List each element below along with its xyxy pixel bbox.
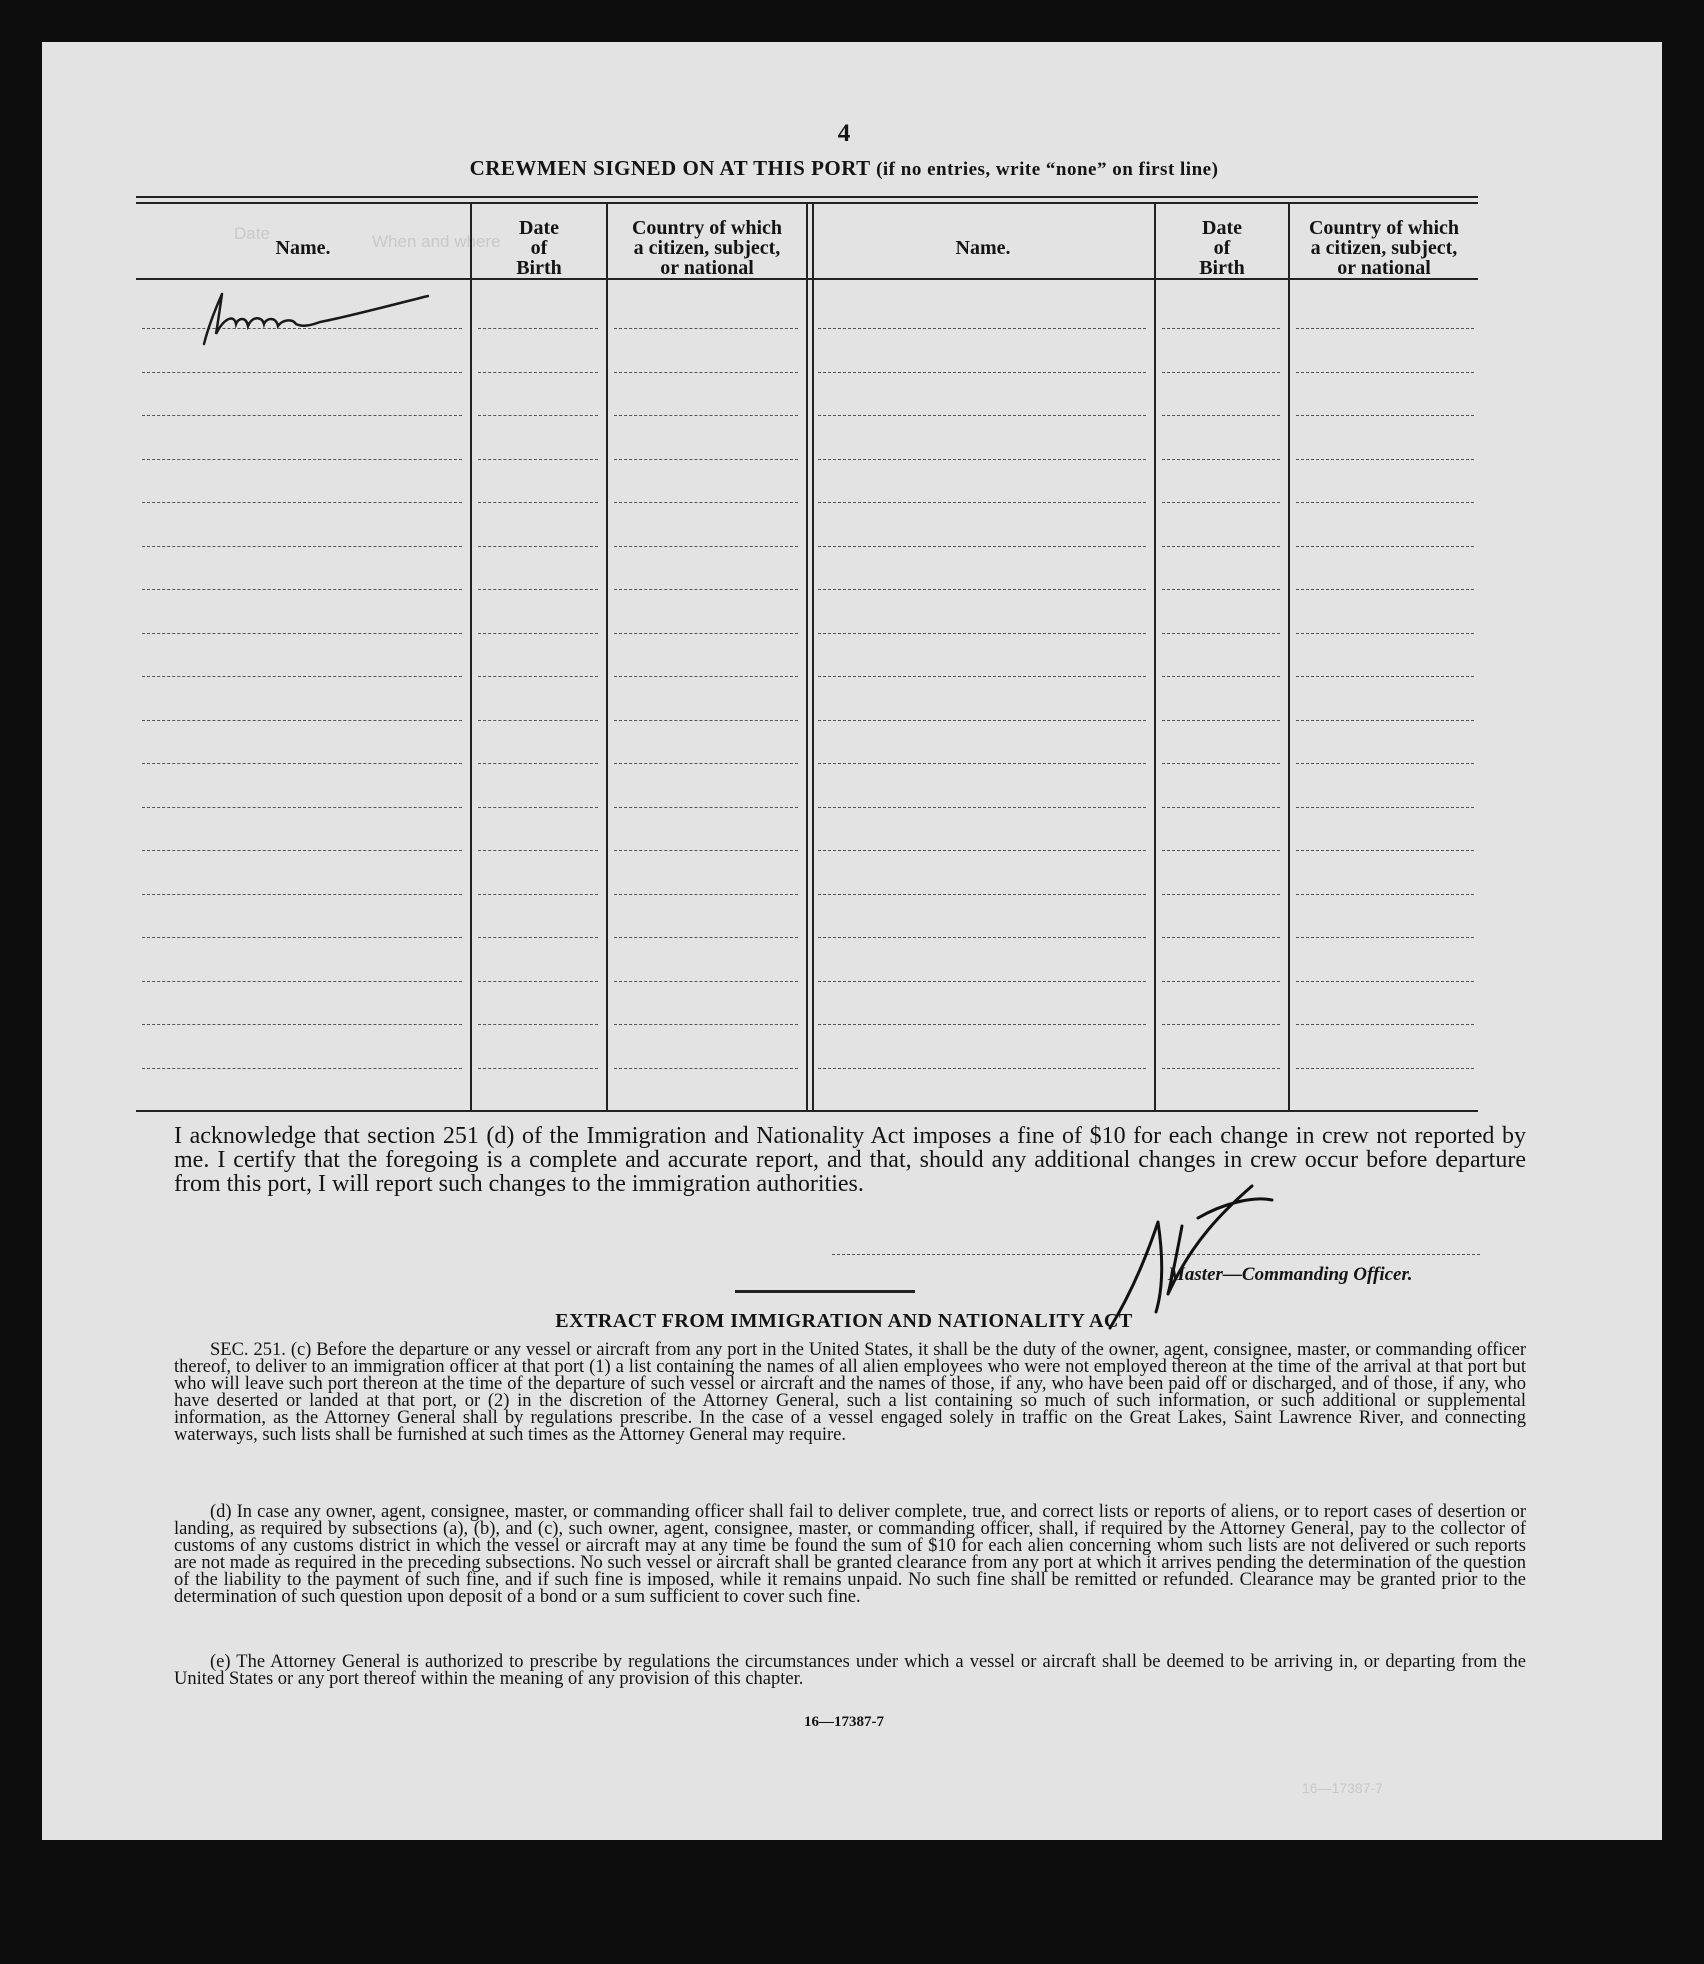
table-row-line <box>1296 720 1474 721</box>
header-dob-left <box>472 212 606 284</box>
header-name-left: Name. <box>275 237 331 259</box>
table-row-line <box>818 981 1146 982</box>
bleed-through-text: Date <box>234 224 270 243</box>
table-row-line <box>478 633 598 634</box>
table-row-line <box>142 372 462 373</box>
header-name-right: Name. <box>955 237 1011 259</box>
table-row-line <box>1162 1068 1280 1069</box>
table-row-line <box>1162 589 1280 590</box>
law-section-d: (d) In case any owner, agent, consignee, master, or commanding officer shall fail to deliver complete, true, and correct lists or reports of aliens, or to report cases of desertion or landing, as required by subsections (a), (b), and (c), such owner, agent, consignee, master, or commanding officer, shall, if required by the Attorney General, pay to the collector of customs of any customs district in which the vessel or aircraft may at any time be found the sum of $10 for each alien concerning whom such lists are not delivered or such reports are not made as required in the preceding subsections. No such vessel or aircraft shall be granted clearance from any port at which it arrives pending the determination of the question of the liability to the payment of such fine, and if such fine is imposed, while it remains unpaid. No such fine shall be remitted or refunded. Clearance may be granted prior to the determination of such question upon deposit of a bond or a sum sufficient to cover such fine. <box>174 1502 1526 1607</box>
header-dob-line: Birth <box>516 257 562 279</box>
table-row-line <box>478 328 598 329</box>
table-row-line <box>1296 633 1474 634</box>
header-country-line: Country of which <box>1308 217 1459 239</box>
table-row-line <box>614 981 798 982</box>
table-row-line <box>818 720 1146 721</box>
table-row-line <box>478 981 598 982</box>
table-row-line <box>614 894 798 895</box>
table-row-line <box>614 589 798 590</box>
header-country-line: Country of which <box>631 217 782 239</box>
table-row-line <box>142 415 462 416</box>
table-row-line <box>1296 807 1474 808</box>
table-row-line <box>818 372 1146 373</box>
table-row-line <box>614 415 798 416</box>
table-row-line <box>818 1024 1146 1025</box>
table-row-line <box>142 763 462 764</box>
acknowledgement-text: I acknowledge that section 251 (d) of the Immigration and Nationality Act imposes a fine of $10 for each change in crew not reported by me. I certify that the foregoing is a complete and accurate report, and that, should any additional changes in crew occur before departure from this port, I will report such changes to the immigration authorities. <box>174 1123 1526 1197</box>
table-row-line <box>1162 546 1280 547</box>
table-row-line <box>478 937 598 938</box>
table-row-line <box>614 546 798 547</box>
table-row-line <box>1162 937 1280 938</box>
table-row-line <box>1296 850 1474 851</box>
table-row-line <box>1162 981 1280 982</box>
table-row-line <box>1162 1024 1280 1025</box>
table-row-line <box>478 894 598 895</box>
form-title <box>42 156 1646 181</box>
table-row-line <box>1162 328 1280 329</box>
table-row-line <box>478 720 598 721</box>
table-row-line <box>818 328 1146 329</box>
header-dob-line: of <box>1213 237 1231 259</box>
header-dob-right <box>1156 212 1288 284</box>
table-row-line <box>142 894 462 895</box>
table-row-line <box>614 372 798 373</box>
table-row-line <box>614 459 798 460</box>
table-row-line <box>142 546 462 547</box>
page-number: 4 <box>837 120 851 147</box>
table-row-line <box>818 502 1146 503</box>
table-row-line <box>1296 1068 1474 1069</box>
table-row-line <box>1296 415 1474 416</box>
section-divider <box>735 1290 915 1293</box>
extract-title: EXTRACT FROM IMMIGRATION AND NATIONALITY ACT <box>555 1310 1133 1332</box>
table-row-line <box>614 328 798 329</box>
table-row-line <box>478 850 598 851</box>
header-country-right <box>1290 212 1478 284</box>
table-row-line <box>142 676 462 677</box>
table-row-line <box>142 459 462 460</box>
column-divider <box>606 204 608 1112</box>
table-row-line <box>1296 589 1474 590</box>
table-row-line <box>1162 372 1280 373</box>
form-code: 16—17387-7 <box>804 1714 884 1730</box>
table-row-line <box>1162 894 1280 895</box>
column-divider <box>470 204 472 1112</box>
table-row-line <box>142 502 462 503</box>
table-row-line <box>478 807 598 808</box>
table-row-line <box>818 676 1146 677</box>
table-row-line <box>818 894 1146 895</box>
column-divider <box>1154 204 1156 1112</box>
column-divider-double <box>806 204 814 1112</box>
table-row-line <box>142 589 462 590</box>
header-country-left <box>608 212 806 284</box>
bleed-through-code: 16—17387-7 <box>1302 1780 1383 1796</box>
table-row-line <box>142 633 462 634</box>
table-row-line <box>818 589 1146 590</box>
table-row-line <box>818 937 1146 938</box>
table-row-line <box>818 633 1146 634</box>
header-country-line: or national <box>660 257 754 279</box>
header-dob-line: Birth <box>1199 257 1245 279</box>
table-row-line <box>1162 502 1280 503</box>
table-row-line <box>1162 850 1280 851</box>
table-row-line <box>1296 676 1474 677</box>
table-row-line <box>614 937 798 938</box>
law-section-c: SEC. 251. (c) Before the departure or any vessel or aircraft from any port in the United States, it shall be the duty of the owner, agent, consignee, master, or commanding officer thereof, to deliver to an immigration officer at that port (1) a list containing the names of all alien employees who were not employed thereon at the time of the arrival at that port but who will leave such port thereon at the time of the departure of such vessel or aircraft and the names of those, if any, who have been paid off or discharged, and of those, if any, who have deserted or landed at that port, or (2) in the discretion of the Attorney General, such a list containing so much of such information, or such additional or supplemental information, as the Attorney General shall by regulations prescribe. In the case of a vessel engaged solely in traffic on the Great Lakes, Saint Lawrence River, and connecting waterways, such lists shall be furnished at such times as the Attorney General may require. <box>174 1340 1526 1445</box>
table-row-line <box>1296 502 1474 503</box>
header-country-line: a citizen, subject, <box>1310 237 1458 259</box>
table-row-line <box>1296 1024 1474 1025</box>
header-country-line: a citizen, subject, <box>633 237 781 259</box>
table-row-line <box>478 1024 598 1025</box>
table-row-line <box>614 807 798 808</box>
signature-label: Master—Commanding Officer. <box>1168 1264 1413 1285</box>
table-row-line <box>1296 894 1474 895</box>
table-row-line <box>478 763 598 764</box>
table-row-line <box>478 589 598 590</box>
table-row-line <box>142 981 462 982</box>
table-row-line <box>1296 459 1474 460</box>
table-row-line <box>1296 981 1474 982</box>
table-row-line <box>142 720 462 721</box>
table-row-line <box>142 1068 462 1069</box>
column-divider <box>1288 204 1290 1112</box>
table-row-line <box>614 850 798 851</box>
table-row-line <box>478 676 598 677</box>
table-row-line <box>614 720 798 721</box>
table-top-rule <box>136 196 1478 198</box>
table-row-line <box>142 1024 462 1025</box>
table-row-line <box>818 459 1146 460</box>
table-row-line <box>818 763 1146 764</box>
table-row-line <box>614 1068 798 1069</box>
table-row-line <box>1162 676 1280 677</box>
table-row-line <box>818 415 1146 416</box>
table-row-line <box>478 1068 598 1069</box>
table-row-line <box>142 850 462 851</box>
header-dob-line: of <box>530 237 548 259</box>
header-dob-line: Date <box>1202 217 1242 239</box>
table-row-line <box>818 1068 1146 1069</box>
table-row-line <box>478 372 598 373</box>
table-row-line <box>478 502 598 503</box>
table-row-line <box>478 459 598 460</box>
table-row-line <box>614 1024 798 1025</box>
table-row-line <box>614 633 798 634</box>
table-row-line <box>1162 633 1280 634</box>
table-row-line <box>1296 546 1474 547</box>
form-page <box>42 42 1662 1840</box>
table-row-line <box>478 415 598 416</box>
table-row-line <box>1162 763 1280 764</box>
table-row-line <box>818 546 1146 547</box>
table-row-line <box>614 502 798 503</box>
table-row-line <box>1296 328 1474 329</box>
table-row-line <box>1162 720 1280 721</box>
table-row-line <box>1162 415 1280 416</box>
table-row-line <box>818 850 1146 851</box>
table-row-line <box>1296 763 1474 764</box>
table-row-line <box>1162 459 1280 460</box>
header-country-line: or national <box>1337 257 1431 279</box>
table-row-line <box>1162 807 1280 808</box>
law-section-e: (e) The Attorney General is authorized to prescribe by regulations the circumstances under which a vessel or aircraft shall be deemed to be arriving in, or departing from the United States or any port thereof within the meaning of any provision of this chapter. <box>174 1652 1526 1689</box>
form-title-main: CREWMEN SIGNED ON AT THIS PORT <box>469 156 871 180</box>
table-row-line <box>142 807 462 808</box>
header-dob-line: Date <box>519 217 559 239</box>
table-row-line <box>1296 937 1474 938</box>
form-title-note: (if no entries, write “none” on first line) <box>876 159 1219 180</box>
table-row-line <box>1296 372 1474 373</box>
table-row-line <box>818 807 1146 808</box>
handwritten-entry-none <box>202 288 432 352</box>
bleed-through-text: When and where <box>372 232 501 251</box>
table-row-line <box>142 937 462 938</box>
table-row-line <box>614 676 798 677</box>
table-row-line <box>614 763 798 764</box>
table-row-line <box>478 546 598 547</box>
